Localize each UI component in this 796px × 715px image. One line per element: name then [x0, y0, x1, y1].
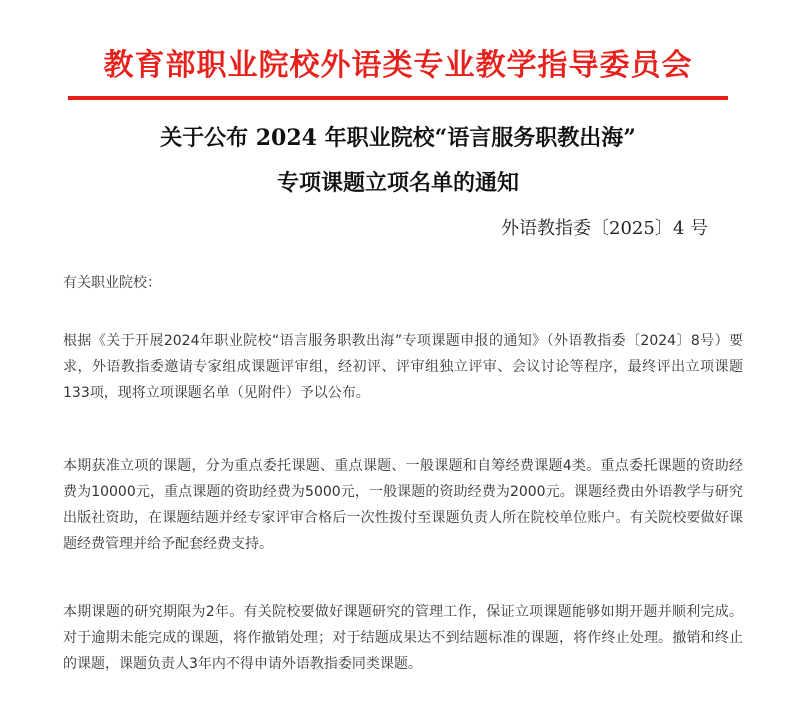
salutation: 有关职业院校： — [63, 275, 161, 291]
header-divider — [68, 96, 728, 100]
organization-header: 教育部职业院校外语类专业教学指导委员会 — [103, 48, 693, 83]
paragraph-basis: 根据《关于开展2024年职业院校“语言服务职教出海”专项课题申报的通知》（外语教指委〔2024〕8号）要求，外语教指委邀请专家组成课题评审组，经初评、评审组独立评审、会议讨论等程序，最终评出立项课题133项，现将立项课题名单（见附件）予以公布。 — [63, 333, 743, 401]
paragraph-research-period: 本期课题的研究期限为2年。有关院校要做好课题研究的管理工作，保证立项课题能够如期开题并顺利完成。对于逾期未能完成的课题，将作撤销处理；对于结题成果达不到结题标准的课题，将作终止处理。撤销和终止的课题，课题负责人3年内不得申请外语教指委同类课题。 — [63, 604, 743, 672]
notice-title-line-1: 关于公布 2024 年职业院校“语言服务职教出海” — [160, 125, 636, 151]
notice-title-line-2: 专项课题立项名单的通知 — [276, 170, 519, 196]
document-number: 外语教指委〔2025〕4 号 — [501, 218, 708, 239]
paragraph-funding: 本期获准立项的课题，分为重点委托课题、重点课题、一般课题和自筹经费课题4类。重点委托课题的资助经费为10000元，重点课题的资助经费为5000元，一般课题的资助经费为2000元。课题经费由外语教学与研究出版社资助，在课题结题并经专家评审合格后一次性拨付至课题负责人所在院校单位账户。有关院校要做好课题经费管理并给予配套经费支持。 — [63, 458, 743, 552]
